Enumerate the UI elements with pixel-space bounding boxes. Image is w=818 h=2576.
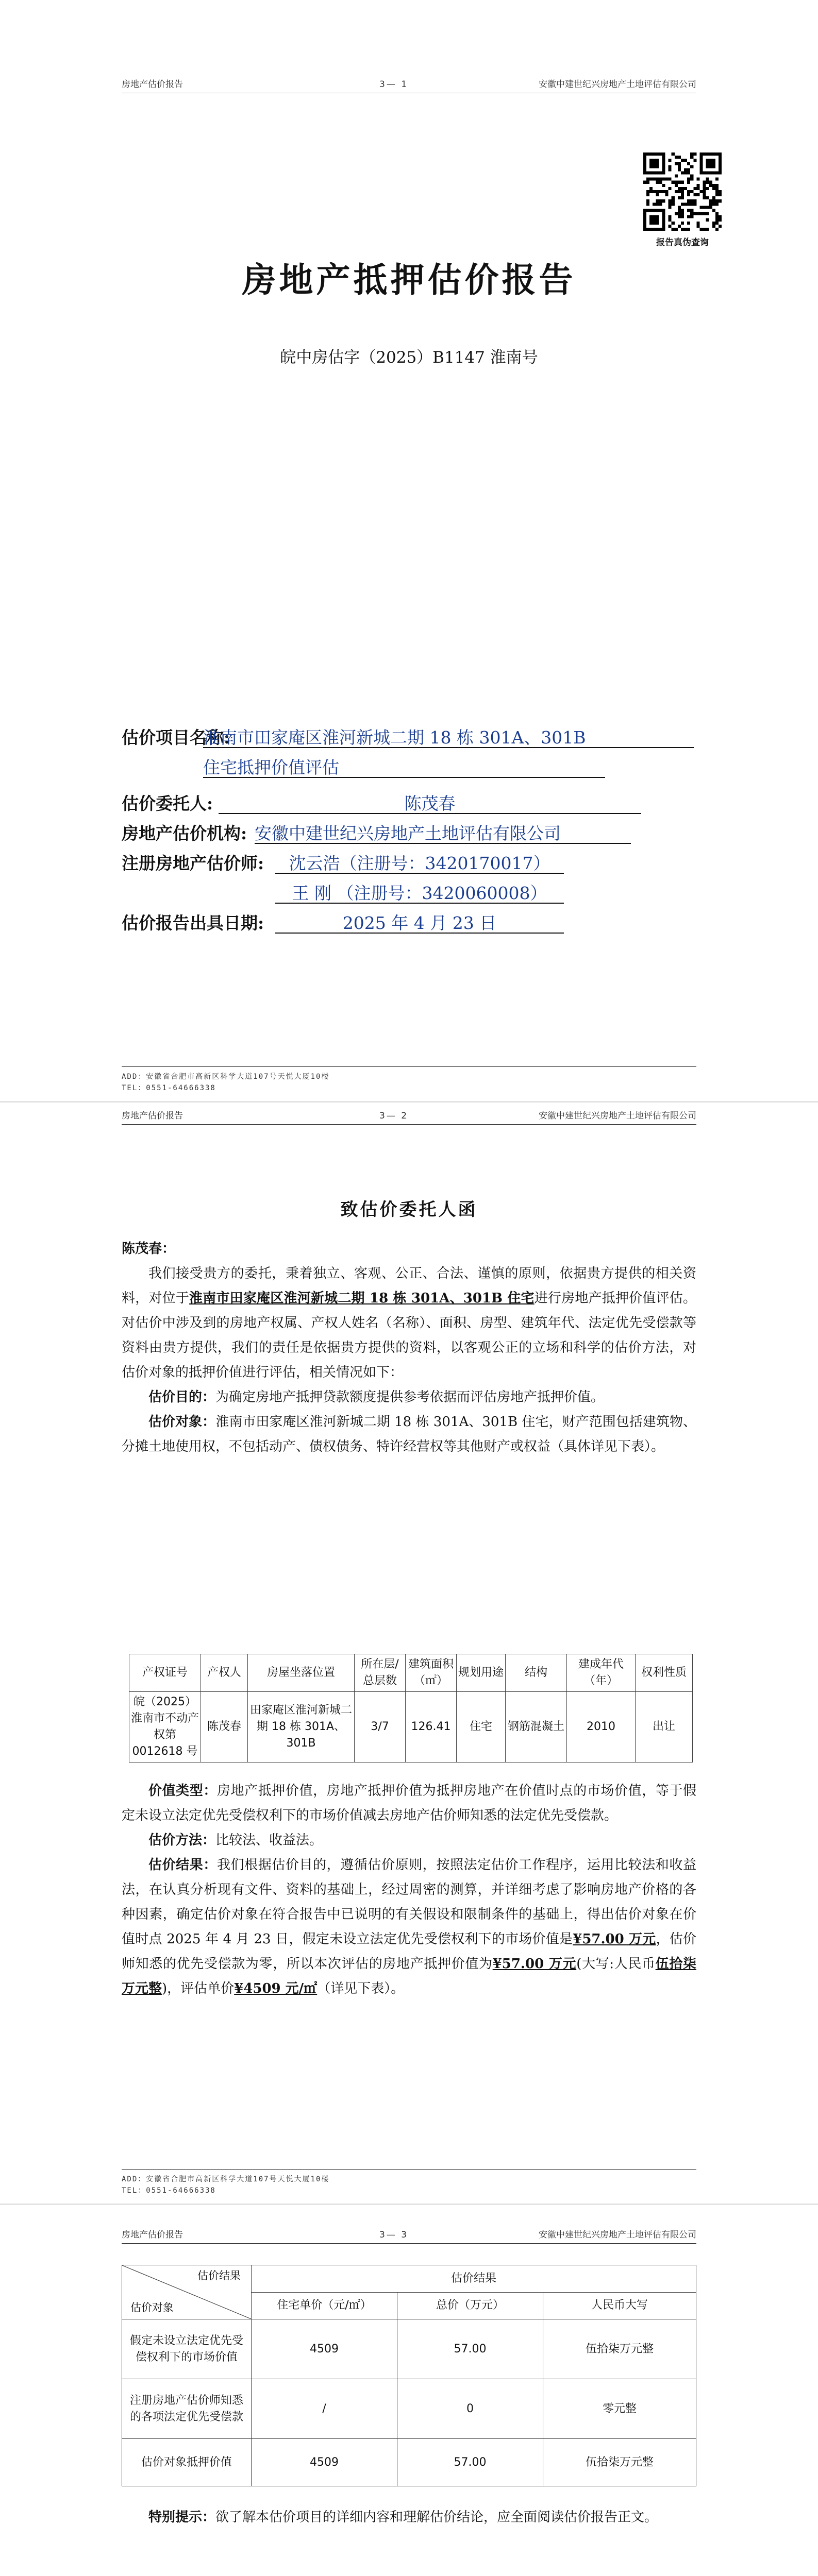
header-company: 安徽中建世纪兴房地产土地评估有限公司 [539, 79, 696, 90]
intro-text-a: 我们接受贵方的委托，秉着独立、客观、公正、合法、谨慎的原则，依据贵方提供的相关资料，对位于 [122, 1266, 696, 1306]
mortgage-value: ¥57.00 万元 [492, 1956, 577, 1972]
footer-tel: TEL：0551-64666338 [122, 1084, 216, 1092]
object-text: 淮南市田家庵区淮河新城二期 18 栋 301A、301B 住宅，财产范围包括建筑物、分摊土地使用权，不包括动产、债权债务、特许经营权等其他财产或权益（具体详见下表）。 [122, 1414, 696, 1454]
method-label: 估价方法： [148, 1833, 216, 1848]
intro-text-c: 进行房地产抵押价值评估。对估价中涉及到的房地产权属、产权人姓名（名称）、面积、房型、建筑年代、法定优先受偿款等资料由贵方提供，我们的责任是依据贵方提供的资料，以客观公正的立场和科学的估价方法，对估价对象的抵押价值进行评估，相关情况如下： [122, 1291, 696, 1380]
col-total: 总价（万元） [397, 2292, 543, 2319]
letter-title: 致估价委托人函 [340, 1199, 478, 1220]
td-location: 田家庵区淮河新城二期 18 栋 301A、301B [248, 1692, 355, 1762]
unit-price: ¥4509 元/㎡ [234, 1981, 318, 1996]
corner-bottom-label: 估价对象 [130, 2301, 174, 2314]
method-para [122, 1828, 696, 1853]
appraiser-label: 注册房地产估价师: [122, 853, 264, 873]
vtype-label: 价值类型： [148, 1783, 217, 1799]
page-header [122, 2228, 696, 2244]
header-page-number: 3— 3 [379, 2230, 409, 2240]
vtype-text: 房地产抵押价值，房地产抵押价值为抵押房地产在价值时点的市场价值，等于假定未设立法定优先受偿权利下的市场价值减去房地产估价师知悉的法定优先受偿款。 [122, 1783, 696, 1823]
row-unit: / [252, 2379, 397, 2439]
intro-property: 淮南市田家庵区淮河新城二期 18 栋 301A、301B 住宅 [189, 1291, 535, 1306]
row-words: 伍拾柒万元整 [543, 2319, 696, 2379]
result-para [122, 1853, 696, 2001]
th-cert-no: 产权证号 [129, 1654, 201, 1692]
date-row [122, 906, 696, 936]
results-header-row [122, 2265, 696, 2293]
vtype-para [122, 1778, 696, 1828]
row-words: 零元整 [543, 2379, 696, 2439]
row-total: 57.00 [397, 2319, 543, 2379]
td-year: 2010 [567, 1692, 636, 1762]
header-page-number: 3— 2 [379, 1111, 409, 1121]
project-row-2 [122, 750, 696, 780]
result-text-e: （详见下表）。 [317, 1981, 405, 1996]
row-words: 伍拾柒万元整 [543, 2439, 696, 2486]
letter-intro [122, 1261, 696, 1385]
td-cert-no: 皖（2025）淮南市不动产权第 0012618 号 [129, 1692, 201, 1762]
page-footer [122, 2169, 696, 2196]
client-name: 陈茂春 [219, 790, 641, 814]
header-company: 安徽中建世纪兴房地产土地评估有限公司 [539, 1111, 696, 1121]
header-page-number: 3— 1 [379, 79, 409, 90]
table-header-row [129, 1654, 693, 1692]
row-label: 假定未设立法定优先受偿权利下的市场价值 [122, 2319, 252, 2379]
header-left: 房地产估价报告 [122, 1111, 183, 1121]
agency-name: 安徽中建世纪兴房地产土地评估有限公司 [255, 820, 631, 844]
td-floor: 3/7 [355, 1692, 406, 1762]
object-label: 估价对象： [148, 1414, 216, 1430]
th-usage: 规划用途 [457, 1654, 506, 1692]
project-row [122, 720, 696, 750]
row-label: 注册房地产估价师知悉的各项法定优先受偿款 [122, 2379, 252, 2439]
th-location: 房屋坐落位置 [248, 1654, 355, 1692]
th-floor: 所在层/总层数 [355, 1654, 406, 1692]
client-row [122, 786, 696, 816]
th-owner: 产权人 [201, 1654, 248, 1692]
row-label: 估价对象抵押价值 [122, 2439, 252, 2486]
method-text: 比较法、收益法。 [215, 1833, 323, 1848]
note-para [122, 2505, 696, 2530]
appraiser-1: 沈云浩（注册号：3420170017） [275, 850, 564, 874]
th-year: 建成年代（年） [567, 1654, 636, 1692]
th-right: 权利性质 [636, 1654, 693, 1692]
appraiser-row-2 [122, 876, 696, 906]
project-label: 估价项目名称: [122, 727, 230, 748]
page-header [122, 77, 696, 93]
date-label: 估价报告出具日期: [122, 913, 264, 933]
footer-address: ADD：安徽省合肥市高新区科学大道107号天悦大厦10楼 [122, 2175, 330, 2183]
th-structure: 结构 [506, 1654, 567, 1692]
row-total: 0 [397, 2379, 543, 2439]
qr-code[interactable] [643, 152, 722, 231]
qr-caption: 报告真伪查询 [656, 238, 709, 248]
table-row [122, 2379, 696, 2439]
agency-row [122, 816, 696, 846]
header-company: 安徽中建世纪兴房地产土地评估有限公司 [539, 2230, 696, 2240]
result-text-b: ，估价师知悉的优先受偿款为零，所以本次评估的房地产抵押价值为 [122, 1931, 696, 1972]
row-total: 57.00 [397, 2439, 543, 2486]
page-footer [122, 1066, 696, 1094]
note-block [122, 2505, 696, 2530]
result-text-d: )，评估单价 [162, 1981, 235, 1996]
td-usage: 住宅 [457, 1692, 506, 1762]
result-label: 估价结果： [148, 1857, 217, 1873]
td-area: 126.41 [406, 1692, 457, 1762]
property-table [129, 1654, 693, 1762]
row-unit: 4509 [252, 2439, 397, 2486]
appraiser-row [122, 846, 696, 876]
td-owner: 陈茂春 [201, 1692, 248, 1762]
report-date: 2025 年 4 月 23 日 [275, 910, 564, 934]
result-text-c: (大写:人民币 [576, 1956, 656, 1972]
letter-body [122, 1236, 696, 1459]
header-left: 房地产估价报告 [122, 79, 183, 90]
corner-cell [122, 2265, 252, 2319]
group-header: 估价结果 [252, 2265, 696, 2293]
object-para [122, 1410, 696, 1459]
result-text-a: 我们根据估价目的，遵循估价原则，按照法定估价工作程序，运用比较法和收益法，在认真分析现有文件、资料的基础上，经过周密的测算，并详细考虑了影响房地产价格的各种因素，确定估价对象在符合报告中已说明的有关假设和限制条件的基础上，得出估价对象在价值时点 2025 年 4 月 23 日，假定未设立法定优先受偿权利下的市场价值是 [122, 1857, 696, 1947]
results-table [122, 2265, 696, 2486]
note-label: 特别提示： [148, 2510, 216, 2525]
row-unit: 4509 [252, 2319, 397, 2379]
td-right: 出让 [636, 1692, 693, 1762]
corner-top-label: 估价结果 [197, 2269, 241, 2282]
footer-tel: TEL：0551-64666338 [122, 2187, 216, 2195]
table-row [122, 2439, 696, 2486]
letter-body-2 [122, 1778, 696, 2001]
market-value: ¥57.00 万元 [573, 1931, 656, 1947]
header-left: 房地产估价报告 [122, 2230, 183, 2240]
td-structure: 钢筋混凝土 [506, 1692, 567, 1762]
table-row [129, 1692, 693, 1762]
col-unit-price: 住宅单价（元/㎡） [252, 2292, 397, 2319]
th-area: 建筑面积（㎡） [406, 1654, 457, 1692]
agency-label: 房地产估价机构: [122, 823, 247, 843]
appraiser-2: 王 刚 （注册号：3420060008） [275, 880, 564, 904]
note-text: 欲了解本估价项目的详细内容和理解估价结论，应全面阅读估价报告正文。 [215, 2510, 658, 2525]
cover-page [0, 0, 818, 1103]
purpose-label: 估价目的： [148, 1389, 216, 1405]
page-header [122, 1109, 696, 1125]
footer-address: ADD：安徽省合肥市高新区科学大道107号天悦大厦10楼 [122, 1073, 330, 1081]
client-label: 估价委托人: [122, 793, 213, 814]
col-words: 人民币大写 [543, 2292, 696, 2319]
report-title: 房地产抵押估价报告 [242, 260, 576, 300]
salutation: 陈茂春： [122, 1241, 176, 1257]
project-name-line2: 住宅抵押价值评估 [203, 754, 605, 778]
table-row [122, 2319, 696, 2379]
project-name-line1: 淮南市田家庵区淮河新城二期 18 栋 301A、301B [203, 724, 694, 748]
purpose-text: 为确定房地产抵押贷款额度提供参考依据而评估房地产抵押价值。 [215, 1389, 605, 1405]
cover-info [122, 720, 696, 936]
report-number: 皖中房估字（2025）B1147 淮南号 [280, 348, 538, 367]
value-in-words: 伍拾柒万元整 [122, 1956, 696, 1996]
purpose-para [122, 1385, 696, 1410]
